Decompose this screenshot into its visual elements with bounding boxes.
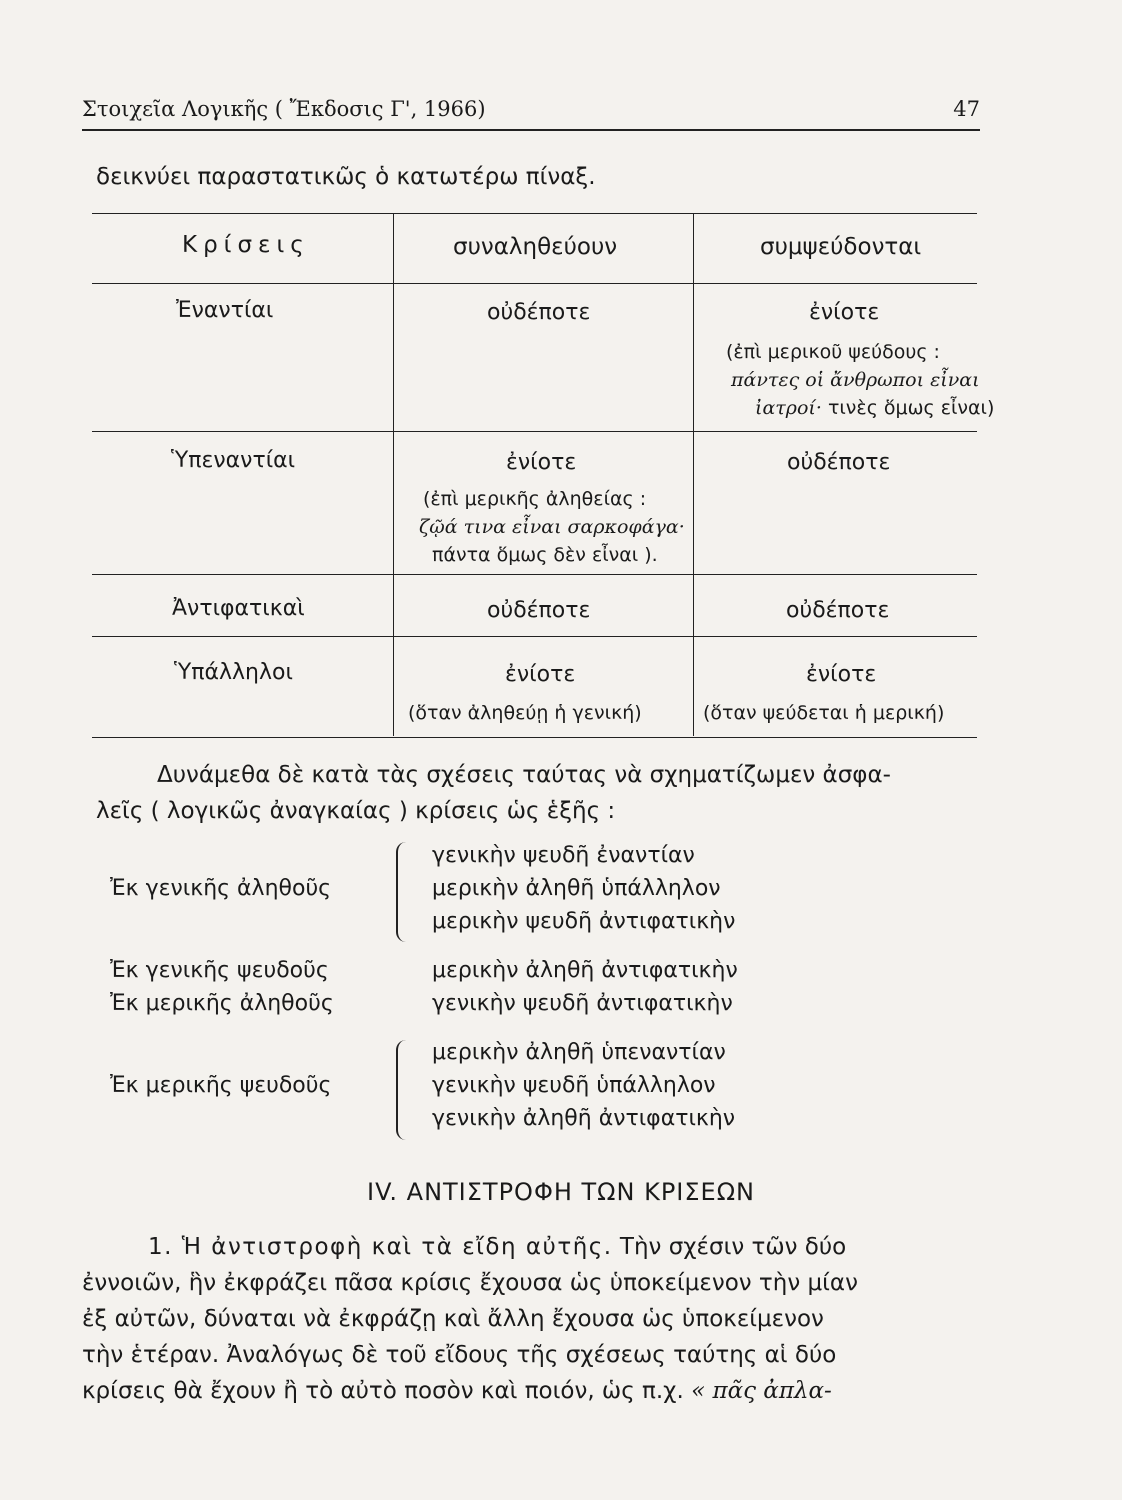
inference-item: μερικὴν ψευδῆ ἀντιφατικὴν [432,909,736,934]
inference-item: μερικὴν ἀληθῆ ὑπεναντίαν [432,1040,726,1065]
header-cotrue: συναληθεύουν [453,234,618,260]
section-paragraph-line: ἐννοιῶν, ἣν ἐκφράζει πᾶσα κρίσις ἔχουσα ὡς ὑποκείμενον τὴν μίαν [82,1270,858,1296]
inference-label: Ἐκ μερικῆς ἀληθοῦς [110,991,334,1016]
header-cofalse: συμψεύδονται [760,234,922,260]
table-rule [92,574,977,575]
row-value: ἐνίοτε [809,300,880,325]
section-title: IV. ΑΝΤΙΣΤΡΟΦΗ ΤΩΝ ΚΡΙΣΕΩΝ [366,1178,755,1206]
row-value: οὐδέποτε [787,450,891,475]
inference-item: γενικὴν ψευδῆ ὑπάλληλον [432,1073,716,1098]
row-value: ἐνίοτε [806,662,877,687]
row-note-text: τινὲς ὅμως εἶναι) [827,397,995,419]
row-note-example: ἰατροί· [755,397,822,419]
brace-icon [396,842,408,942]
table-rule-top [92,213,977,214]
table-rule [92,431,977,432]
inference-item: μερικὴν ἀληθῆ ἀντιφατικὴν [432,958,738,983]
page-number: 47 [953,97,980,121]
table-rule [92,636,977,637]
row-note: (ἐπὶ μερικοῦ ψεύδους : [726,341,940,363]
book-title: Στοιχεῖα Λογικῆς ( Ἔκδοσις Γ', 1966) [82,97,486,121]
row-name-subalterns: Ὑπάλληλοι [174,660,293,685]
paragraph-text: κρίσεις θὰ ἔχουν ἢ τὸ αὐτὸ ποσὸν καὶ ποιόν, ὡς π.χ. [82,1378,684,1404]
paragraph-text: Τὴν σχέσιν τῶν δύο [619,1234,847,1260]
section-paragraph-line: ἐξ αὐτῶν, δύναται νὰ ἐκφράζῃ καὶ ἄλλη ἔχουσα ὡς ὑποκείμενον [82,1306,824,1332]
table-rule-bottom [92,737,977,738]
row-value: ἐνίοτε [506,450,577,475]
intro-line: δεικνύει παραστατικῶς ὁ κατωτέρω πίναξ. [96,164,596,190]
row-note: (ἐπὶ μερικῆς ἀληθείας : [423,488,647,510]
inference-item: γενικὴν ἀληθῆ ἀντιφατικὴν [432,1106,736,1131]
header-judgments: Κρίσεις [182,232,310,258]
column-divider [693,214,694,736]
row-name-contradictories: Ἀντιφατικαὶ [172,596,305,621]
row-name-subcontraries: Ὑπεναντίαι [171,448,296,473]
paragraph-line: λεῖς ( λογικῶς ἀναγκαίας ) κρίσεις ὡς ἑξῆς : [96,798,616,824]
table-rule [92,283,977,284]
running-header [82,95,980,131]
inference-item: γενικὴν ψευδῆ ἐναντίαν [432,843,695,868]
paragraph-line: Δυνάμεθα δὲ κατὰ τὰς σχέσεις ταύτας νὰ σχηματίζωμεν ἀσφα- [157,762,891,788]
section-paragraph-line [148,1234,846,1260]
inference-item: μερικὴν ἀληθῆ ὑπάλληλον [432,876,721,901]
brace-icon [396,1040,408,1140]
row-value: οὐδέποτε [487,300,591,325]
example-quote: « πᾶς ἀπλα- [691,1378,832,1404]
row-note [755,397,994,419]
row-note-example: ζῷά τινα εἶναι σαρκοφάγα· [419,516,685,538]
row-value: ἐνίοτε [505,662,576,687]
subsection-heading: 1. Ἡ ἀντιστροφὴ καὶ τὰ εἴδη αὐτῆς. [148,1234,613,1260]
row-note-example: πάντες οἱ ἄνθρωποι εἶναι [731,369,980,391]
section-paragraph-line: τὴν ἑτέραν. Ἀναλόγως δὲ τοῦ εἴδους τῆς σχέσεως ταύτης αἱ δύο [82,1342,837,1368]
row-value: οὐδέποτε [786,598,890,623]
row-note: (ὅταν ἀληθεύῃ ἡ γενική) [408,702,642,724]
inference-label: Ἐκ γενικῆς ἀληθοῦς [110,876,332,901]
inference-label: Ἐκ γενικῆς ψευδοῦς [110,958,329,983]
row-note: (ὅταν ψεύδεται ἡ μερική) [703,702,945,724]
row-name-contraries: Ἐναντίαι [176,298,274,323]
column-divider [393,214,394,736]
inference-item: γενικὴν ψευδῆ ἀντιφατικὴν [432,991,733,1016]
section-paragraph-line [82,1378,832,1404]
row-value: οὐδέποτε [487,598,591,623]
inference-label: Ἐκ μερικῆς ψευδοῦς [110,1073,332,1098]
row-note: πάντα ὅμως δὲν εἶναι ). [432,544,658,566]
